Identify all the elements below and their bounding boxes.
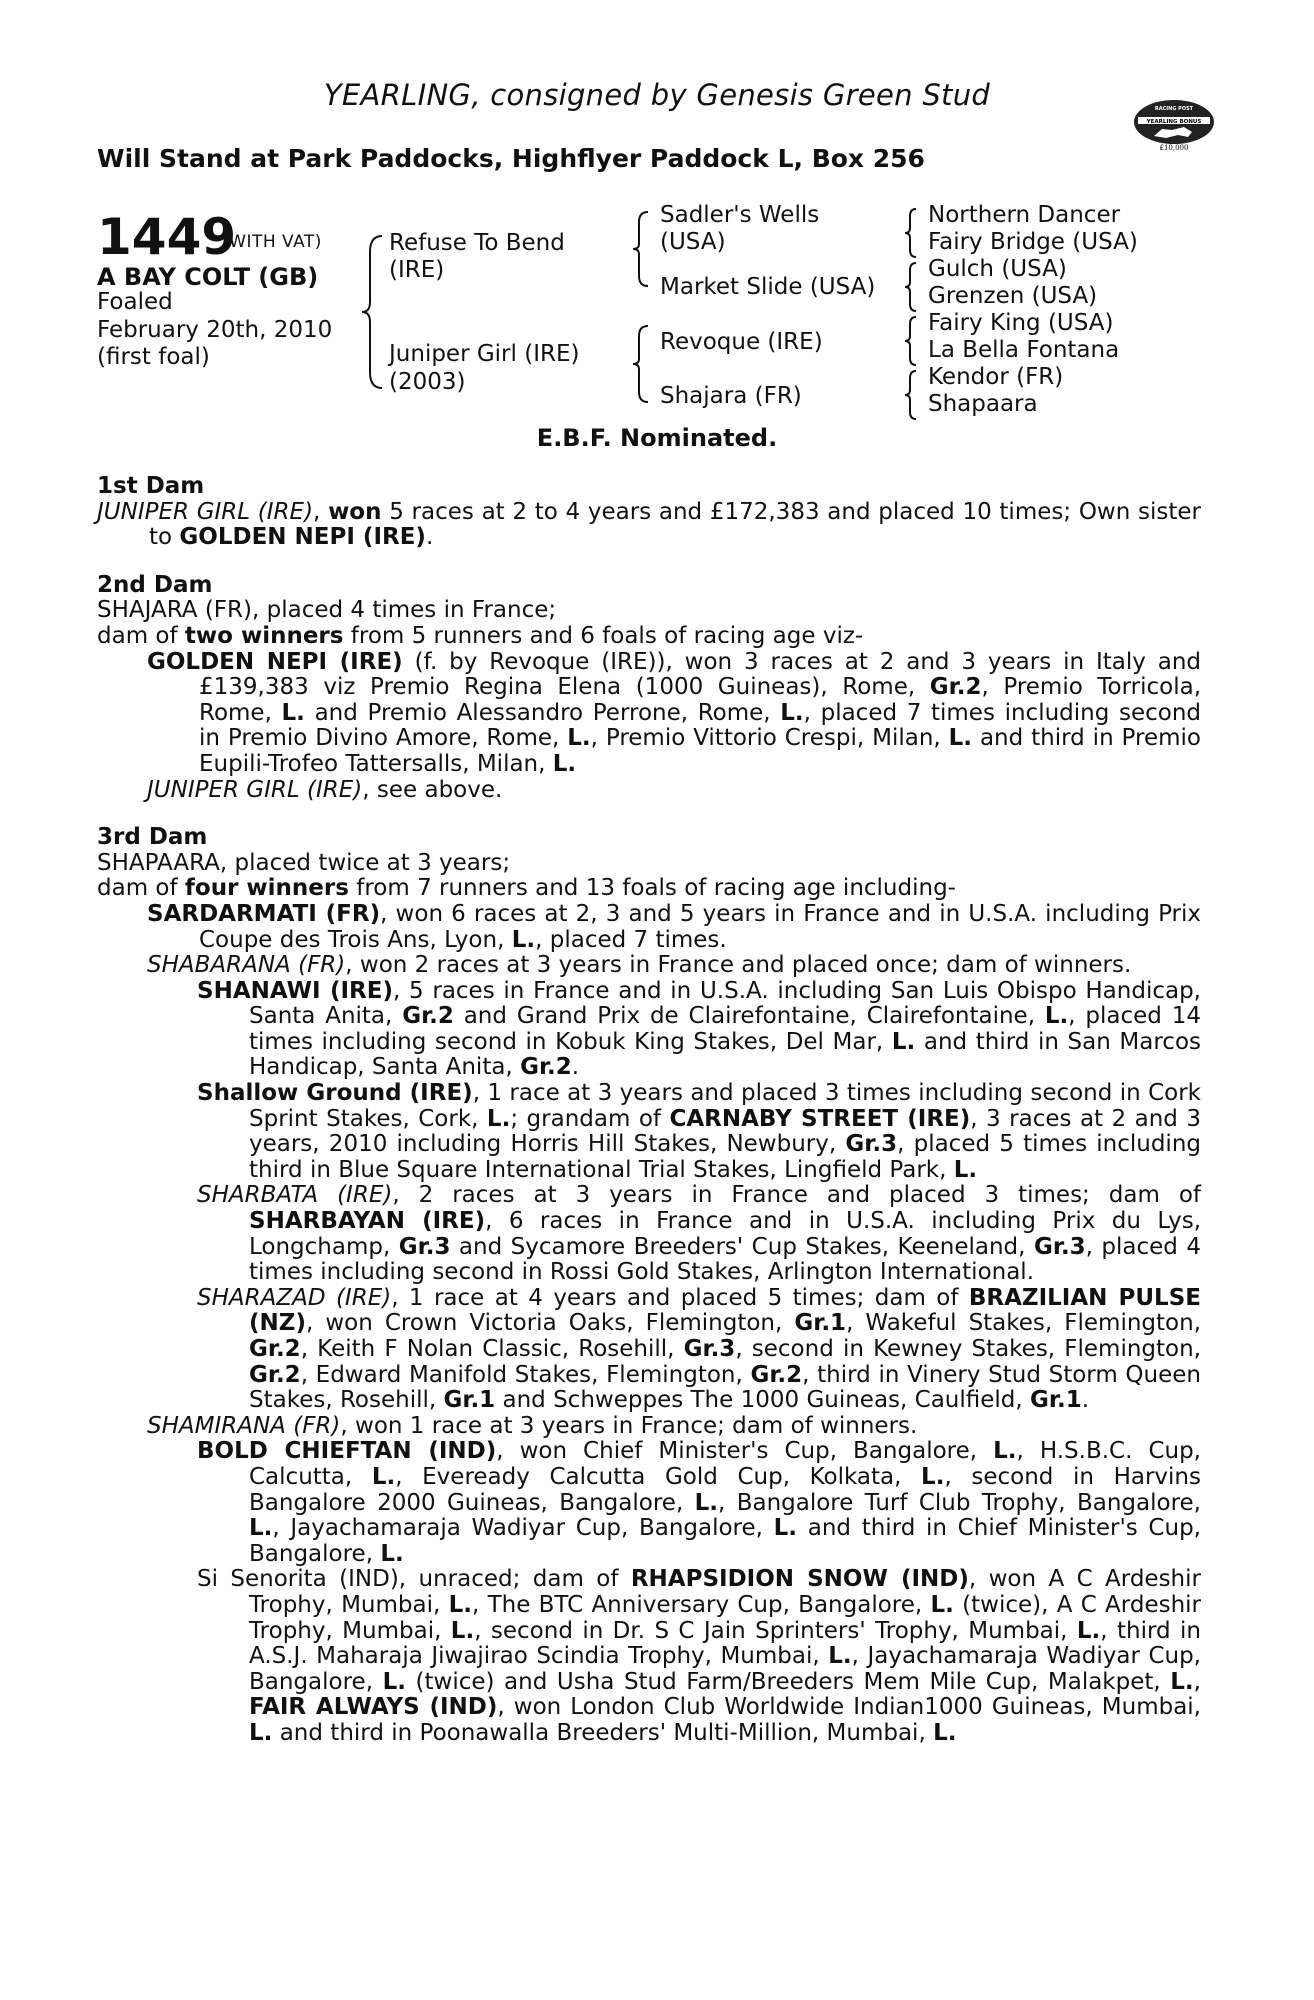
foal-note: (first foal) — [97, 344, 210, 370]
pedigree-ss-country: (USA) — [660, 229, 726, 255]
pedigree-brace-ds — [902, 314, 922, 368]
pedigree-dss: Fairy King (USA) — [928, 310, 1114, 336]
pedigree-brace-dd — [902, 368, 922, 422]
pedigree-brace-sd — [902, 260, 922, 314]
pedigree-dsd: La Bella Fontana — [928, 337, 1120, 363]
vat-note: (WITH VAT) — [222, 232, 322, 252]
pedigree-ddd: Shapaara — [928, 391, 1038, 417]
badge-amount-text: £10,000 — [1159, 144, 1189, 152]
pedigree-dds: Kendor (FR) — [928, 364, 1064, 390]
pedigree-brace-sire — [630, 208, 654, 290]
sharazad-entry: SHARAZAD (IRE), 1 race at 4 years and placed 5 times; dam of BRAZILIAN PULSE (NZ), won Crown Victoria Oaks, Flemington, Gr.1, Wakeful Stakes, Flemington, Gr.2, Keith F Nolan Classic, Rosehill, Gr.3, second in Kewney Stakes, Flemington, Gr.2, Edward Manifold Stakes, Flemington, Gr.2, third in Vinery Stud Storm Queen Stakes, Rosehill, Gr.1 and Schweppes The 1000 Guineas, Caulfield, Gr.1. — [197, 1284, 1202, 1414]
pedigree-ds: Revoque (IRE) — [660, 329, 823, 355]
sharbata-entry: SHARBATA (IRE), 2 races at 3 years in France and placed 3 times; dam of SHARBAYAN (IRE), 6 races in France and in U.S.A. including Prix du Lys, Longchamp, Gr.3 and Sycamore Breeders' Cup Stakes, Keeneland, Gr.3, placed 4 times including second in Rossi Gold Stakes, Arlington International. — [197, 1182, 1201, 1286]
page-title: YEARLING, consigned by Genesis Green Stud — [323, 78, 991, 112]
pedigree-ssd: Fairy Bridge (USA) — [928, 229, 1138, 255]
si-senorita-entry: Si Senorita (IND), unraced; dam of RHAPSIDION SNOW (IND), won A C Ardeshir Trophy, Mumbai, L., The BTC Anniversary Cup, Bangalore, L. (twice), A C Ardeshir Trophy, Mumbai, L., second in Dr. S C Jain Sprinters' Trophy, Mumbai, L., third in A.S.J. Maharaja Jiwajirao Scindia Trophy, Mumbai, L., Jayachamaraja Wadiyar Cup, Bangalore, L. (twice) and Usha Stud Farm/Breeders Mem Mile Cup, Malakpet, L., FAIR ALWAYS (IND), won London Club Worldwide Indian1000 Guineas, Mumbai, L. and third in Poonawalla Breeders' Multi-Million, Mumbai, L. — [197, 1566, 1202, 1746]
pedigree-dam: Juniper Girl (IRE) — [389, 341, 580, 367]
catalogue-body — [97, 474, 1201, 1747]
dam1-heading: 1st Dam — [97, 473, 205, 499]
foaled-label: Foaled — [97, 289, 173, 315]
dam3-line1: SHAPAARA, placed twice at 3 years; — [97, 849, 511, 876]
pedigree-sire-country: (IRE) — [389, 257, 445, 283]
pedigree-brace-dam — [630, 322, 654, 406]
golden-nepi-entry: GOLDEN NEPI (IRE) (f. by Revoque (IRE)), won 3 races at 2 and 3 years in Italy and £139,383 viz Premio Regina Elena (1000 Guineas), Rome, Gr.2, Premio Torricola, Rome, L. and Premio Alessandro Perrone, Rome, L., placed 7 times including second in Premio Divino Amore, Rome, L., Premio Vittorio Crespi, Milan, L. and third in Premio Eupili-Trofeo Tattersalls, Milan, L. — [147, 648, 1202, 777]
dam3-line2: dam of four winners from 7 runners and 13 foals of racing age including- — [97, 875, 956, 902]
yearling-bonus-badge — [1132, 96, 1216, 152]
juniper-girl-entry: JUNIPER GIRL (IRE), see above. — [147, 776, 503, 803]
dam2-line1: SHAJARA (FR), placed 4 times in France; — [97, 597, 557, 624]
pedigree-brace-ss — [902, 206, 922, 260]
pedigree-sire: Refuse To Bend — [389, 230, 565, 256]
shabarana-entry: SHABARANA (FR), won 2 races at 3 years in France and placed once; dam of winners. — [147, 952, 1132, 979]
stand-location: Will Stand at Park Paddocks, Highflyer Paddock L, Box 256 — [97, 144, 925, 173]
dam2-heading: 2nd Dam — [97, 571, 213, 598]
dam3-heading: 3rd Dam — [97, 824, 208, 851]
pedigree-sdd: Grenzen (USA) — [928, 283, 1098, 309]
lot-number: 1449 — [97, 208, 237, 266]
sardarmati-entry: SARDARMATI (FR), won 6 races at 2, 3 and 5 years in France and in U.S.A. including Prix Coupe des Trois Ans, Lyon, L., placed 7 times. — [147, 900, 1201, 953]
shamirana-entry: SHAMIRANA (FR), won 1 race at 3 years in France; dam of winners. — [147, 1412, 918, 1439]
shallow-ground-entry: Shallow Ground (IRE), 1 race at 3 years and placed 3 times including second in Cork Sprint Stakes, Cork, L.; grandam of CARNABY STREET (IRE), 3 races at 2 and 3 years, 2010 including Horris Hill Stakes, Newbury, Gr.3, placed 5 times including third in Blue Square International Trial Stakes, Lingfield Park, L. — [197, 1080, 1202, 1183]
bold-chieftan-entry: BOLD CHIEFTAN (IND), won Chief Minister's Cup, Bangalore, L., H.S.B.C. Cup, Calcutta, L., Eveready Calcutta Gold Cup, Kolkata, L., second in Harvins Bangalore 2000 Guineas, Bangalore, L., Bangalore Turf Club Trophy, Bangalore, L., Jayachamaraja Wadiyar Cup, Bangalore, L. and third in Chief Minister's Cup, Bangalore, L. — [197, 1438, 1201, 1567]
foaled-date: February 20th, 2010 — [97, 317, 333, 343]
dam1-text: JUNIPER GIRL (IRE), won 5 races at 2 to 4 years and £172,383 and placed 10 times; Own sister to GOLDEN NEPI (IRE). — [97, 498, 1201, 551]
dam2-line2: dam of two winners from 5 runners and 6 foals of racing age viz- — [97, 622, 864, 649]
pedigree-dd: Shajara (FR) — [660, 383, 802, 409]
badge-mid-text: YEARLING BONUS — [1146, 119, 1202, 125]
badge-top-text: RACING POST — [1154, 106, 1194, 112]
shanawi-entry: SHANAWI (IRE), 5 races in France and in U.S.A. including San Luis Obispo Handicap, Santa Anita, Gr.2 and Grand Prix de Clairefontaine, Clairefontaine, L., placed 14 times including second in Kobuk King Stakes, Del Mar, L. and third in San Marcos Handicap, Santa Anita, Gr.2. — [197, 977, 1201, 1081]
pedigree-ss: Sadler's Wells — [660, 202, 820, 228]
pedigree-brace-main — [360, 232, 390, 392]
pedigree-sd: Market Slide (USA) — [660, 274, 876, 300]
pedigree-sds: Gulch (USA) — [928, 256, 1067, 282]
pedigree-sss: Northern Dancer — [928, 202, 1121, 228]
horse-name: A BAY COLT (GB) — [97, 263, 319, 291]
ebf-nominated: E.B.F. Nominated. — [536, 424, 778, 452]
pedigree-dam-year: (2003) — [389, 369, 466, 395]
